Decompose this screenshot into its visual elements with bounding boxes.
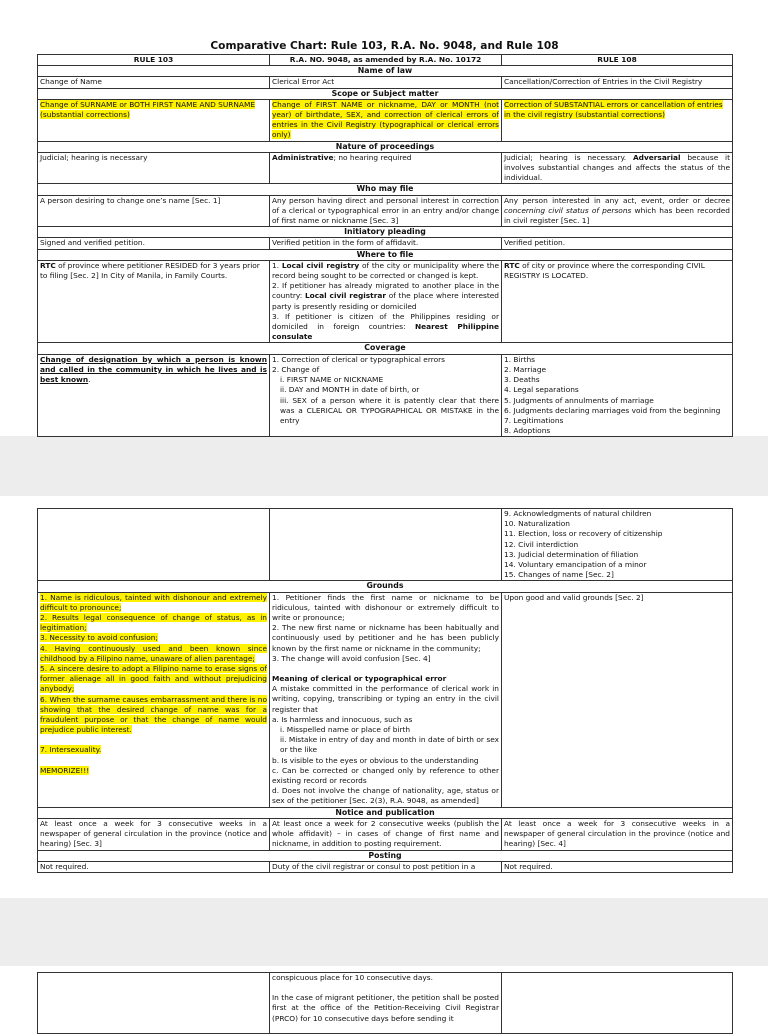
cell-rule-108: Upon good and valid grounds [Sec. 2] (502, 592, 733, 807)
section-heading-grounds: Grounds (38, 581, 733, 592)
cell-ra-9048: Any person having direct and personal interest in correction of a clerical or typographical error in an entry and/or change of first name or nickname [Sec. 3] (270, 195, 502, 227)
paragraph: A mistake committed in the performance of clerical work in writing, copying, transcribing or typing an entry in the civil register that (272, 684, 499, 714)
memorize-note (40, 766, 267, 776)
text: which has been recorded in civil register [Sec. 1] (504, 205, 731, 226)
text: of province where petitioner RESIDED for 3 years prior to filing [Sec. 2] In City of Manila, in Family Courts. (40, 260, 260, 281)
cell-ra-9048: Verified petition in the form of affidavit. (270, 238, 502, 249)
column-header-rule-108: RULE 108 (502, 55, 733, 66)
highlighted-text: Correction of SUBSTANTIAL errors or cancellation of entries in the civil registry (substantial corrections) (504, 99, 723, 120)
cell-rule-108 (502, 99, 733, 141)
text: 3. If petitioner is citizen of the Philippines residing or domiciled in foreign countries: (272, 311, 499, 332)
highlighted-text: 7. Intersexuality. (40, 745, 102, 755)
italic-text: concerning civil status of persons (504, 205, 632, 215)
section-heading-scope: Scope or Subject matter (38, 88, 733, 99)
cell-ra-9048 (270, 152, 502, 184)
page-gap (0, 898, 768, 966)
cell-ra-9048 (270, 354, 502, 437)
section-row (38, 581, 733, 592)
text: 2. If petitioner has already migrated to another place in the country: (272, 281, 499, 301)
section-row (38, 184, 733, 195)
list-item (272, 261, 499, 281)
cell-rule-108 (502, 509, 733, 581)
text: of city or province where the corresponding CIVIL REGISTRY IS LOCATED. (504, 260, 705, 281)
table-row (38, 818, 733, 850)
bold-text: Nearest Philippine consulate (272, 322, 499, 342)
text: Any person interested in any act, event, order or decree (504, 195, 730, 205)
highlighted-text: 1. Name is ridiculous, tainted with dishonour and extremely difficult to pronounce; (40, 592, 267, 612)
section-heading-where-to-file: Where to file (38, 249, 733, 260)
column-header-row (38, 55, 733, 66)
paragraph: conspicuous place for 10 consecutive days. (272, 973, 433, 982)
list-item: 1. Births (504, 354, 535, 364)
cell-ra-9048 (270, 99, 502, 141)
list-item: 4. Legal separations (504, 385, 579, 395)
section-row (38, 343, 733, 354)
cell-rule-108: Not required. (502, 861, 733, 872)
table-row (38, 260, 733, 343)
section-heading-coverage: Coverage (38, 343, 733, 354)
spacer (40, 735, 267, 745)
text: Judicial; hearing is necessary. (504, 152, 633, 162)
page-gap (0, 436, 768, 496)
table-row (38, 152, 733, 184)
section-row (38, 66, 733, 77)
cell-rule-103: At least once a week for 3 consecutive weeks in a newspaper of general circulation in the province (notice and hearing) [Sec. 3] (38, 818, 270, 850)
cell-ra-9048: Clerical Error Act (270, 77, 502, 88)
table-row (38, 973, 733, 1034)
cell-rule-103 (38, 509, 270, 581)
document-title: Comparative Chart: Rule 103, R.A. No. 9048, and Rule 108 (210, 40, 559, 52)
list-item: b. Is visible to the eyes or obvious to the understanding (272, 755, 479, 765)
table-row (38, 354, 733, 437)
bold-underlined-text: Change of designation by which a person is known and called in the community in which he lives and is best known (40, 354, 267, 385)
list-item (40, 644, 267, 664)
highlighted-text: Change of SURNAME or BOTH FIRST NAME AND SURNAME (substantial corrections) (40, 99, 256, 120)
table-row (38, 99, 733, 141)
cell-rule-103: Signed and verified petition. (38, 238, 270, 249)
section-row (38, 141, 733, 152)
cell-rule-108: Cancellation/Correction of Entries in the Civil Registry (502, 77, 733, 88)
cell-rule-103: Change of Name (38, 77, 270, 88)
section-heading-who-may-file: Who may file (38, 184, 733, 195)
cell-rule-103 (38, 354, 270, 437)
list-item: 5. Judgments of annulments of marriage (504, 395, 654, 405)
list-item: iii. SEX of a person where it is patently clear that there was a CLERICAL OR TYPOGRAPHICAL OR MISTAKE in the entry (280, 395, 499, 425)
cell-rule-108 (502, 973, 733, 1034)
list-item (40, 745, 267, 755)
list-item (272, 281, 499, 312)
highlighted-text: Change of FIRST NAME or nickname, DAY or MONTH (not year) of birthdate, SEX, and correction of clerical errors of entries in the Civil Registry (typographical or clerical errors only) (272, 99, 499, 140)
subheading: Meaning of clerical or typographical error (272, 674, 447, 684)
cell-ra-9048 (270, 973, 502, 1034)
cell-rule-103: A person desiring to change one’s name [Sec. 1] (38, 195, 270, 227)
table-row (38, 509, 733, 581)
cell-rule-103 (38, 260, 270, 343)
text: of the place where interested party is presently residing or domiciled (272, 291, 499, 311)
cell-rule-108 (502, 354, 733, 437)
section-row (38, 88, 733, 99)
table-row (38, 861, 733, 872)
section-heading-nature: Nature of proceedings (38, 141, 733, 152)
highlighted-text: 6. When the surname causes embarrassment and there is no showing that the desired change of name was for a fraudulent purpose or that the change of name would prejudice public interest. (40, 694, 267, 735)
cell-rule-108 (502, 195, 733, 227)
list-item: 13. Judicial determination of filiation (504, 549, 639, 559)
list-item: 1. Correction of clerical or typographical errors (272, 354, 446, 364)
column-header-ra-9048: R.A. NO. 9048, as amended by R.A. No. 10172 (270, 55, 502, 66)
spacer (40, 756, 267, 766)
spacer (272, 664, 499, 674)
cell-rule-103: Judicial; hearing is necessary (38, 152, 270, 184)
text: because it involves substantial changes and affects the status of the individual. (504, 152, 730, 183)
spacer (272, 983, 499, 993)
list-item: i. Misspelled name or place of birth (280, 725, 411, 735)
table-row (38, 238, 733, 249)
section-row (38, 249, 733, 260)
list-item: 10. Naturalization (504, 519, 570, 529)
list-item: ii. Mistake in entry of day and month in date of birth or sex or the like (280, 735, 499, 755)
column-header-rule-103: RULE 103 (38, 55, 270, 66)
bold-text: Adversarial (632, 152, 681, 162)
list-item: 12. Civil interdiction (504, 539, 579, 549)
cell-rule-103 (38, 973, 270, 1034)
cell-ra-9048 (270, 592, 502, 807)
cell-rule-103 (38, 99, 270, 141)
section-row (38, 850, 733, 861)
highlighted-text: 4. Having continuously used and been known since childhood by a Filipino name, unaware of alien parentage; (40, 643, 267, 663)
table-row (38, 77, 733, 88)
section-row (38, 227, 733, 238)
section-row (38, 807, 733, 818)
table-row (38, 195, 733, 227)
list-item: 14. Voluntary emancipation of a minor (504, 560, 647, 570)
list-item: d. Does not involve the change of nationality, age, status or sex of the petitioner [Sec. 2(3), R.A. 9048, as amended] (272, 786, 499, 806)
text: of the city or municipality where the record being sought to be corrected or changed is kept. (272, 260, 499, 281)
list-item: 2. Marriage (504, 364, 547, 374)
list-item (272, 312, 499, 343)
comparison-table-page-2 (37, 508, 733, 873)
list-item: 6. Judgments declaring marriages void from the beginning (504, 405, 721, 415)
highlighted-text: 5. A sincere desire to adopt a Filipino name to erase signs of former alienage all in good faith and without prejudicing anybody; (40, 664, 267, 694)
cell-ra-9048 (270, 260, 502, 343)
section-heading-name-of-law: Name of law (38, 66, 733, 77)
text: 1. (272, 260, 282, 270)
cell-ra-9048: Duty of the civil registrar or consul to post petition in a (270, 861, 502, 872)
cell-rule-108: Verified petition. (502, 238, 733, 249)
bold-text: Administrative (272, 152, 334, 162)
bold-text: RTC (40, 260, 56, 270)
list-item (40, 664, 267, 695)
list-item: 1. Petitioner finds the first name or nickname to be ridiculous, tainted with dishonour or extremely difficult to write or pronounce; (272, 592, 499, 623)
list-item: 9. Acknowledgments of natural children (504, 509, 652, 518)
cell-ra-9048 (270, 509, 502, 581)
bold-text: RTC (504, 260, 520, 270)
comparison-table-page-3 (37, 972, 733, 1034)
paragraph: In the case of migrant petitioner, the petition shall be posted first at the office of the Petition-Receiving Civil Registrar (PRCO) for 10 consecutive days before sending it (272, 993, 499, 1023)
list-item: i. FIRST NAME or NICKNAME (280, 375, 384, 385)
list-item (40, 613, 267, 633)
bold-text: Local civil registrar (304, 291, 386, 301)
list-item: ii. DAY and MONTH in date of birth, or (280, 385, 420, 395)
section-heading-initiatory-pleading: Initiatory pleading (38, 227, 733, 238)
list-item: 2. Change of (272, 364, 320, 374)
list-item: 15. Changes of name [Sec. 2] (504, 570, 614, 580)
bold-text: Local civil registry (281, 260, 360, 270)
list-item: c. Can be corrected or changed only by reference to other existing record or records (272, 765, 499, 786)
list-item (40, 593, 267, 613)
cell-rule-103 (38, 592, 270, 807)
cell-rule-108: At least once a week for 3 consecutive weeks in a newspaper of general circulation in the province (notice and hearing) [Sec. 4] (502, 818, 733, 850)
highlighted-text: 3. Necessity to avoid confusion; (40, 633, 158, 643)
list-item: 3. The change will avoid confusion [Sec. 4] (272, 653, 431, 663)
section-heading-notice: Notice and publication (38, 807, 733, 818)
list-item: 8. Adoptions (504, 426, 551, 436)
highlighted-text: 2. Results legal consequence of change of status, as in legitimation; (40, 613, 267, 633)
comparison-table-page-1 (37, 54, 733, 437)
cell-rule-108 (502, 260, 733, 343)
cell-rule-103: Not required. (38, 861, 270, 872)
list-item (40, 695, 267, 736)
list-item (40, 633, 267, 643)
highlighted-text: MEMORIZE!!! (40, 765, 90, 775)
table-row (38, 592, 733, 807)
list-item: 2. The new first name or nickname has been habitually and continuously used by petitioner and he has been publicly known by the first name or nickname in the community; (272, 623, 499, 653)
list-item: 3. Deaths (504, 375, 540, 385)
list-item: 7. Legitimations (504, 415, 564, 425)
list-item: 11. Election, loss or recovery of citizenship (504, 529, 663, 539)
cell-ra-9048: At least once a week for 2 consecutive weeks (publish the whole affidavit) – in cases of change of first name and nickname, in addition to posting requirement. (270, 818, 502, 850)
text: ; no hearing required (333, 152, 412, 162)
list-item: a. Is harmless and innocuous, such as (272, 714, 413, 724)
section-heading-posting: Posting (38, 850, 733, 861)
cell-rule-108 (502, 152, 733, 184)
text: . (88, 375, 91, 385)
